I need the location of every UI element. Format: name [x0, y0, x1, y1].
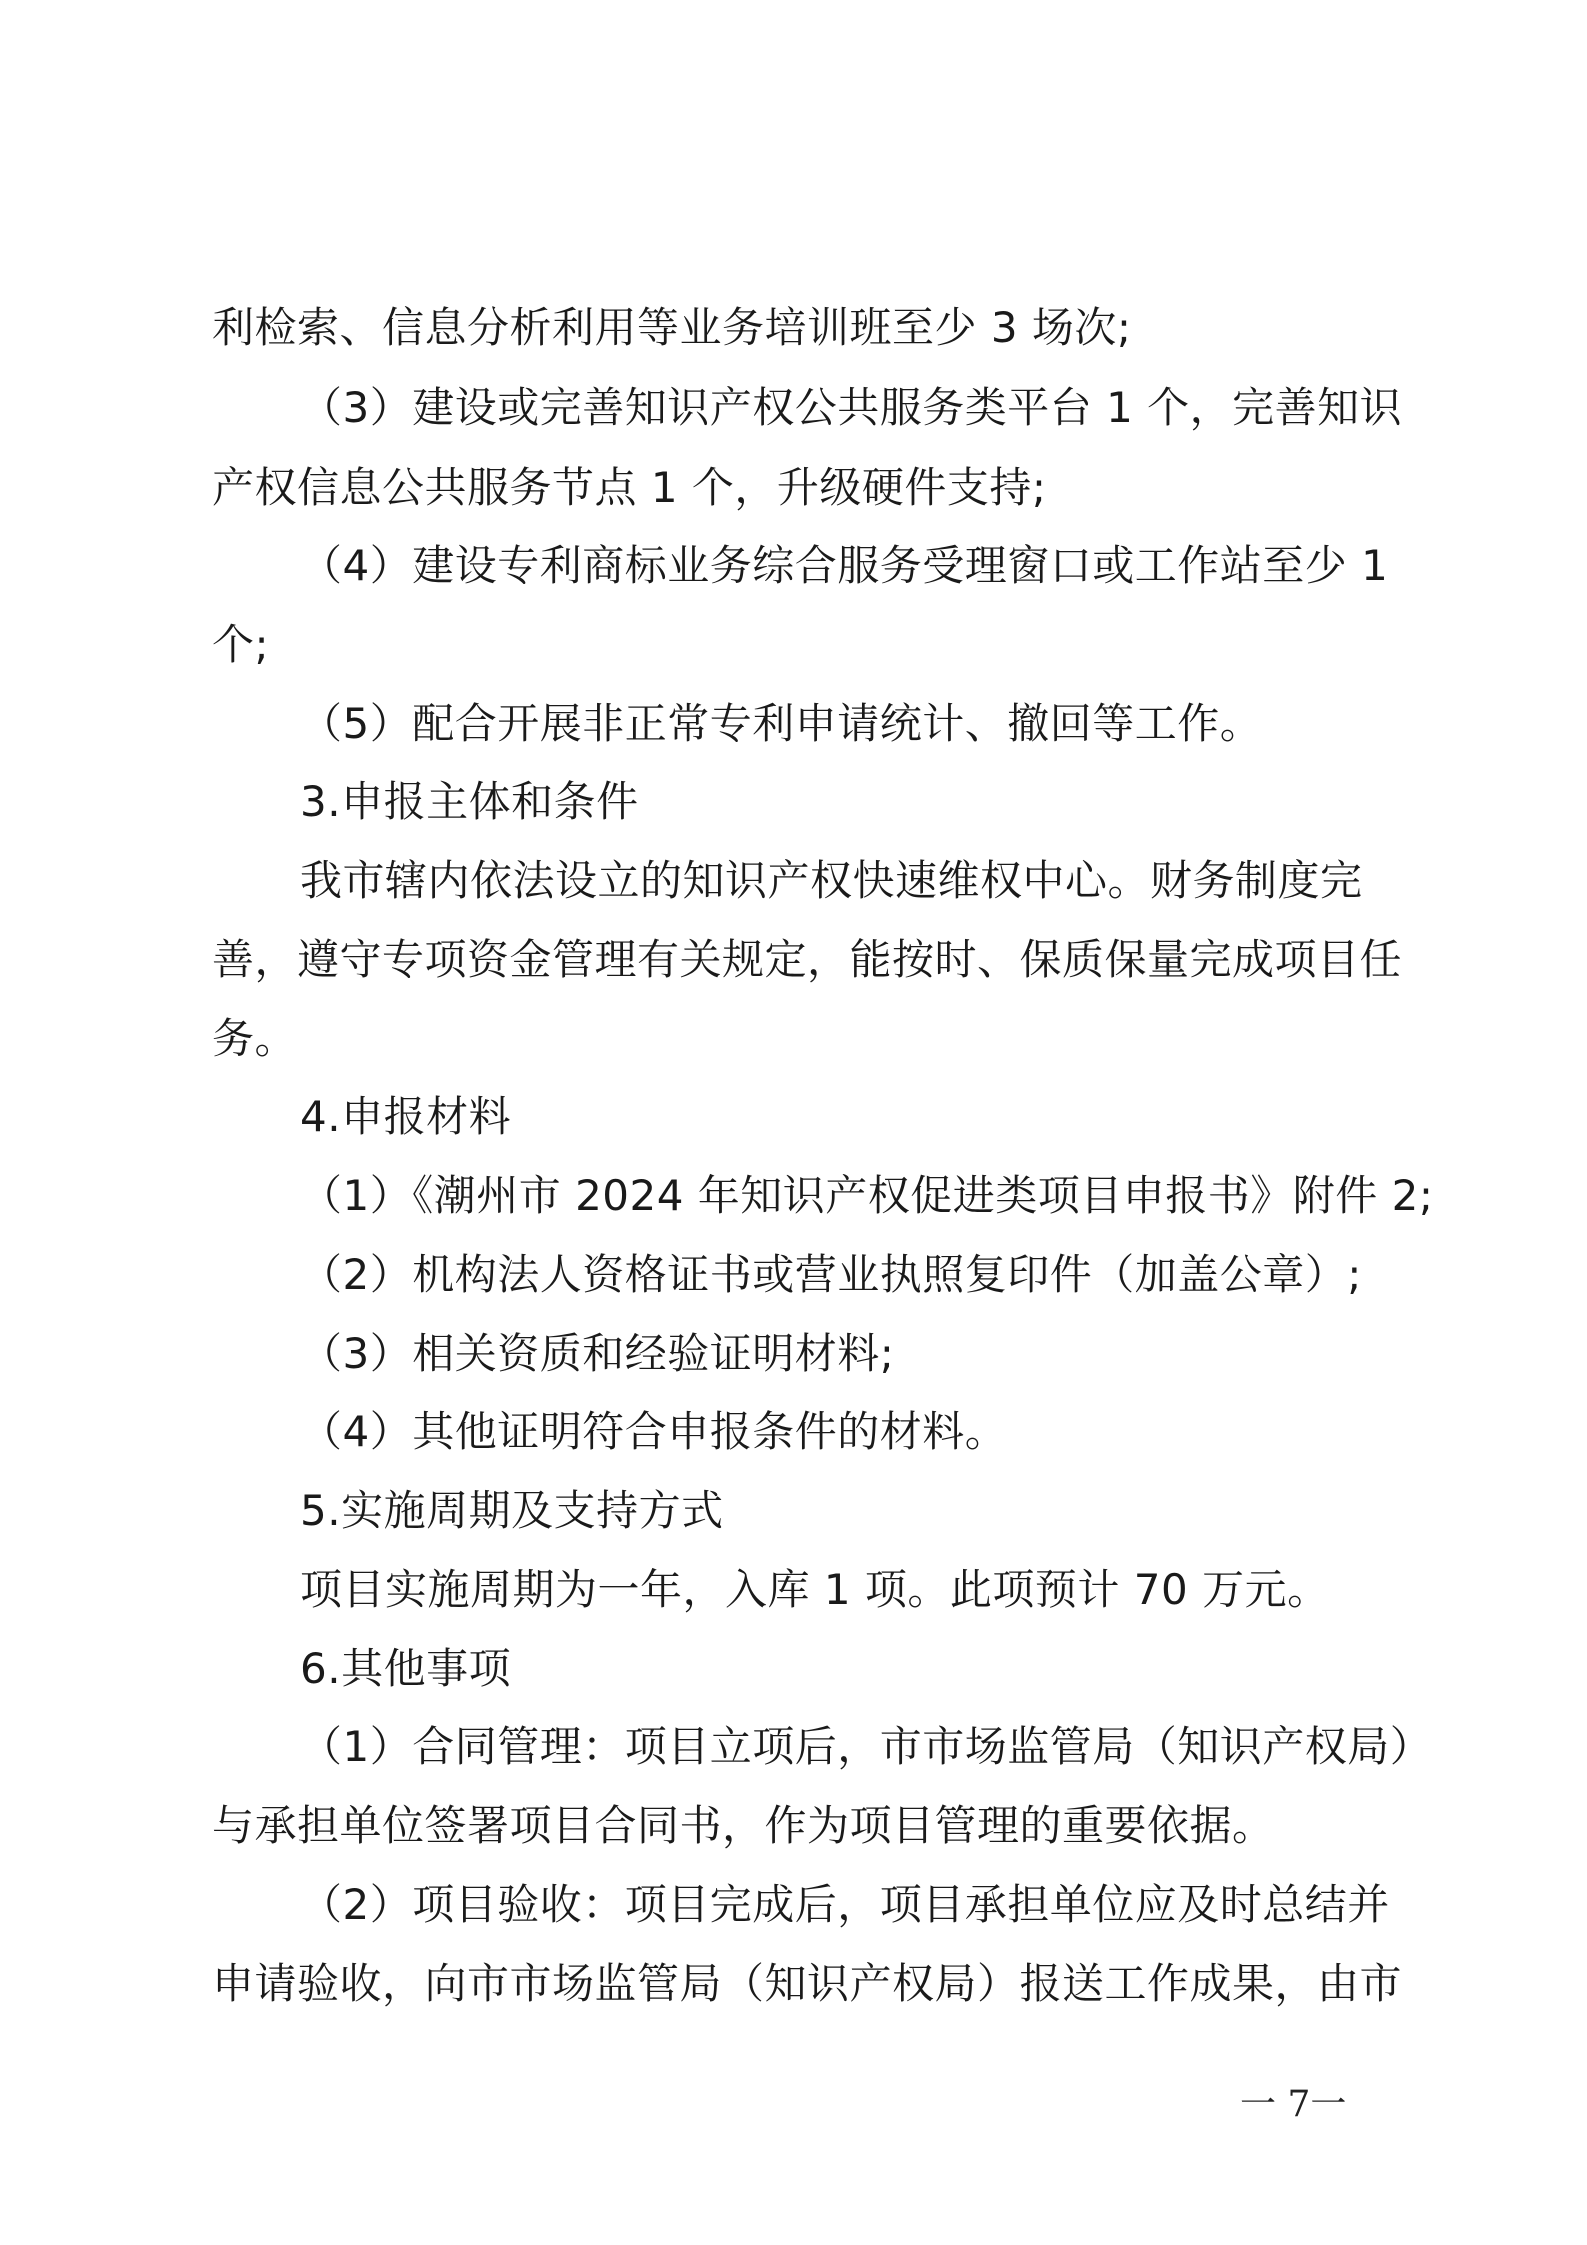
page-number: 一 7一 [1240, 2084, 1347, 2125]
text-line-13: （2）机构法人资格证书或营业执照复印件（加盖公章）; [300, 1250, 1362, 1299]
text-line-10: 务。 [212, 1014, 298, 1063]
text-line-3: 产权信息公共服务节点 1 个，升级硬件支持; [212, 463, 1047, 512]
text-line-9: 善，遵守专项资金管理有关规定，能按时、保质保量完成项目任 [212, 935, 1403, 984]
text-line-22: 申请验收，向市市场监管局（知识产权局）报送工作成果，由市 [212, 1959, 1403, 2008]
text-line-8: 我市辖内依法设立的知识产权快速维权中心。财务制度完 [300, 856, 1363, 905]
section-heading-3: 3.申报主体和条件 [300, 777, 639, 826]
text-line-17: 项目实施周期为一年，入库 1 项。此项预计 70 万元。 [300, 1565, 1330, 1614]
text-line-21: （2）项目验收：项目完成后，项目承担单位应及时总结并 [300, 1880, 1390, 1929]
text-line-4: （4）建设专利商标业务综合服务受理窗口或工作站至少 1 [300, 541, 1389, 590]
text-line-19: （1）合同管理：项目立项后，市市场监管局（知识产权局） [300, 1722, 1433, 1771]
text-line-15: （4）其他证明符合申报条件的材料。 [300, 1407, 1008, 1456]
section-heading-6: 6.其他事项 [300, 1644, 512, 1693]
text-line-20: 与承担单位签署项目合同书，作为项目管理的重要依据。 [212, 1801, 1275, 1850]
text-line-5: 个; [212, 620, 270, 669]
section-heading-5: 5.实施周期及支持方式 [300, 1486, 724, 1535]
text-line-1: 利检索、信息分析利用等业务培训班至少 3 场次; [212, 303, 1132, 352]
text-line-14: （3）相关资质和经验证明材料; [300, 1329, 895, 1378]
text-line-12: （1）《潮州市 2024 年知识产权促进类项目申报书》附件 2; [300, 1171, 1434, 1220]
section-heading-4: 4.申报材料 [300, 1092, 512, 1141]
text-line-6: （5）配合开展非正常专利申请统计、撤回等工作。 [300, 699, 1263, 748]
text-line-2: （3）建设或完善知识产权公共服务类平台 1 个，完善知识 [300, 383, 1403, 432]
